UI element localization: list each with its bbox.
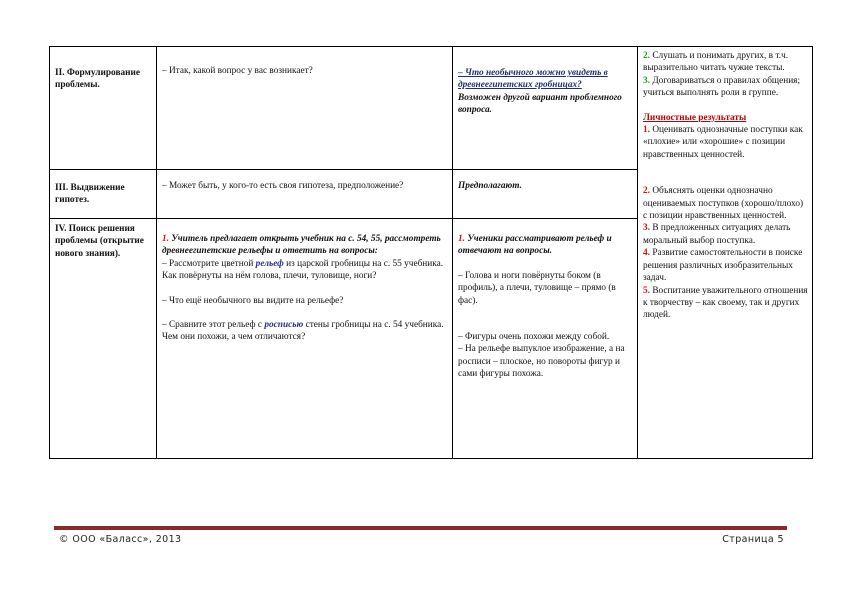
results-cell [638, 47, 813, 459]
teacher-question: – Может быть, у кого-то есть своя гипотеза, предположение? [162, 181, 404, 191]
teacher-question: – Итак, какой вопрос у вас возникает? [162, 66, 313, 76]
stage-title: III. Выдвижение гипотез. [55, 183, 125, 206]
stage-cell [50, 170, 157, 219]
teacher-cell [157, 47, 453, 170]
result-item-2: 2. Слушать и понимать других, в т.ч. выразительно читать чужие тексты. [643, 51, 789, 74]
teacher-question-3: – Сравните этот рельеф с росписью стены гробницы на с. 54 учебника. Чем они похожи, а чем отличаются? [162, 320, 444, 343]
personal-item-5: 5. Воспитание уважительного отношения к творчеству – как своему, так и других людей. [643, 285, 808, 321]
result-item-3: 3. Договариваться о правилах общения; учиться выполнять роли в группе. [643, 75, 801, 99]
footer-divider [54, 526, 787, 530]
alternative-note: Возможен другой вариант проблемного вопроса. [458, 92, 622, 116]
lesson-plan-table [49, 46, 813, 459]
personal-results-heading: Личностные результаты [643, 112, 747, 123]
teacher-question-2: – Что ещё необычного вы видите на рельефе? [162, 295, 344, 306]
students-cell [453, 170, 638, 219]
table-row-problem [50, 47, 813, 170]
students-answer-2: – Фигуры очень похожи между собой. [458, 332, 610, 343]
teacher-task: 1. Учитель предлагает открыть учебник на с. 54, 55, рассмотреть древнеегипетские рельефы и ответить на вопросы: [162, 234, 441, 257]
stage-cell [50, 219, 157, 459]
teacher-cell [157, 170, 453, 219]
personal-item-1: 1. Оценивать однозначные поступки как «плохие» или «хорошие» с позиции нравственных ценностей. [643, 125, 803, 160]
footer-copyright: © ООО «Баласс», 2013 [59, 534, 182, 545]
page-number: Страница 5 [722, 534, 784, 545]
personal-item-4: 4. Развитие самостоятельности в поиске решения различных изобразительных задач. [643, 248, 803, 284]
students-cell [453, 47, 638, 170]
problem-question: – Что необычного можно увидеть в древнеегипетских гробницах? [458, 68, 608, 91]
stage-title: II. Формулирование проблемы. [55, 68, 140, 91]
students-task: 1. Ученики рассматривают рельеф и отвечают на вопросы. [458, 234, 612, 257]
personal-item-2: 2. Объяснять оценки однозначно оцениваемых поступков (хорошо/плохо) с позиции нравственных ценностей. [643, 186, 804, 222]
students-answer-1: – Голова и ноги повёрнуты боком (в профиль), а плечи, туловище – прямо (в фас). [458, 270, 616, 306]
teacher-question-1: – Рассмотрите цветной рельеф из царской гробницы на с. 55 учебника. Как повёрнуты на нём голова, плечи, туловище, ноги? [162, 258, 444, 282]
students-cell [453, 219, 638, 459]
stage-cell [50, 47, 157, 170]
students-action: Предполагают. [458, 181, 522, 191]
personal-item-3: 3. В предложенных ситуациях делать моральный выбор поступка. [643, 223, 791, 246]
students-answer-3: – На рельефе выпуклое изображение, а на росписи – плоское, но повороты фигур и сами фигуры похожа. [458, 344, 625, 380]
teacher-cell [157, 219, 453, 459]
stage-title: IV. Поиск решения проблемы (открытие нового знания). [55, 224, 144, 259]
